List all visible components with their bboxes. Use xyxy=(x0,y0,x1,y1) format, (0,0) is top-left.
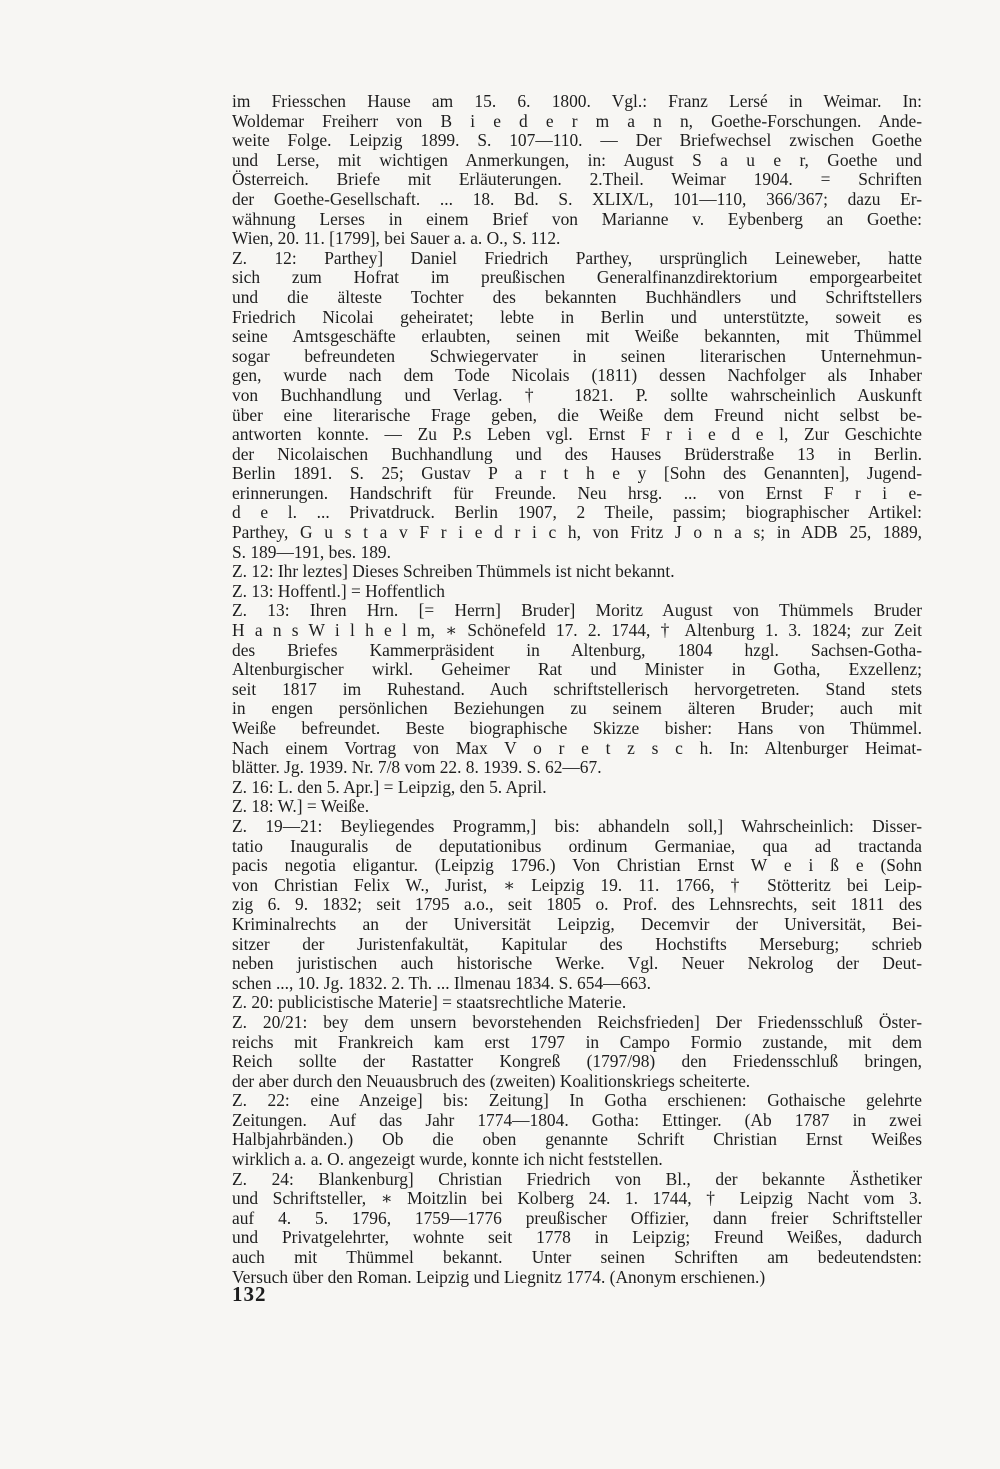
text-line: auch mit Thümmel bekannt. Unter seinen Schriften am bedeutendsten: xyxy=(232,1247,922,1268)
text-line: Zeitungen. Auf das Jahr 1774—1804. Gotha: Ettinger. (Ab 1787 in zwei xyxy=(232,1109,922,1130)
text-line: zig 6. 9. 1832; seit 1795 a.o., seit 1805 o. Prof. des Lehnsrechts, seit 1811 des xyxy=(232,894,922,915)
text-line: Reich sollte der Rastatter Kongreß (1797/98) den Friedensschluß bringen, xyxy=(232,1051,922,1072)
text-line: wirklich a. a. O. angezeigt wurde, konnte ich nicht feststellen. xyxy=(232,1149,663,1170)
text-line: d e l. ... Privatdruck. Berlin 1907, 2 Theile, passim; biographischer Artikel: xyxy=(232,502,922,523)
text-line: Versuch über den Roman. Leipzig und Liegnitz 1774. (Anonym erschienen.) xyxy=(232,1266,766,1287)
text-line: im Friesschen Hause am 15. 6. 1800. Vgl.: Franz Lersé in Weimar. In: xyxy=(232,91,922,111)
text-line: über eine literarische Frage geben, die Weiße dem Freund nicht selbst be- xyxy=(232,404,922,425)
text-line: Z. 13: Hoffentl.] = Hoffentlich xyxy=(232,580,445,601)
text-line: Friedrich Nicolai geheiratet; lebte in Berlin und unterstützte, soweit es xyxy=(232,306,922,327)
text-line: sich zum Hofrat im preußischen Generalfinanzdirektorium emporgearbeitet xyxy=(232,267,922,288)
text-line: Z. 12: Ihr leztes] Dieses Schreiben Thümmels ist nicht bekannt. xyxy=(232,561,675,582)
text-line: seine Amtsgeschäfte erlaubten, seinen mit Weiße bekannten, mit Thümmel xyxy=(232,326,922,347)
text-line: Berlin 1891. S. 25; Gustav P a r t h e y [Sohn des Genannten], Jugend- xyxy=(232,463,922,484)
text-line: der Goethe-Gesellschaft. ... 18. Bd. S. XLIX/L, 101—110, 366/367; dazu Er- xyxy=(232,188,922,209)
text-line: seit 1817 im Ruhestand. Auch schriftstellerisch hervorgetreten. Stand stets xyxy=(232,678,922,699)
text-line: wähnung Lerses in einem Brief von Marianne v. Eybenberg an Goethe: xyxy=(232,208,922,229)
commentary-text xyxy=(232,92,922,1287)
text-line: Weiße befreundet. Beste biographische Skizze bisher: Hans von Thümmel. xyxy=(232,718,922,738)
text-line: Altenburgischer wirkl. Geheimer Rat und Minister in Gotha, Exzellenz; xyxy=(232,659,922,680)
text-line: der Nicolaischen Buchhandlung und des Hauses Brüderstraße 13 in Berlin. xyxy=(232,443,922,464)
text-line: Parthey, G u s t a v F r i e d r i c h, von Fritz J o n a s; in ADB 25, 1889, xyxy=(232,522,922,543)
text-line: reichs mit Frankreich kam erst 1797 in Campo Formio zustande, mit dem xyxy=(232,1031,922,1052)
text-line: tatio Inauguralis de deputationibus ordinum Germaniae, qua ad tractanda xyxy=(232,835,922,856)
text-line: Kriminalrechts an der Universität Leipzig, Decemvir der Universität, Bei- xyxy=(232,913,922,934)
text-line: gen, wurde nach dem Tode Nicolais (1811) dessen Nachfolger als Inhaber xyxy=(232,365,922,386)
text-line: von Christian Felix W., Jurist, ∗ Leipzig 19. 11. 1766, † Stötteritz bei Leip- xyxy=(232,874,922,895)
text-line: H a n s W i l h e l m, ∗ Schönefeld 17. 2. 1744, † Altenburg 1. 3. 1824; zur Zeit xyxy=(232,620,922,641)
text-line: pacis negotia eligantur. (Leipzig 1796.) Von Christian Ernst W e i ß e (Sohn xyxy=(232,855,922,876)
text-line: Z. 13: Ihren Hrn. [= Herrn] Bruder] Moritz August von Thümmels Bruder xyxy=(232,600,922,621)
text-line: neben juristischen auch historische Werke. Vgl. Neuer Nekrolog der Deut- xyxy=(232,953,922,974)
text-line: antworten konnte. — Zu P.s Leben vgl. Ernst F r i e d e l, Zur Geschichte xyxy=(232,424,922,445)
text-line: Z. 22: eine Anzeige] bis: Zeitung] In Gotha erschienen: Gothaische gelehrte xyxy=(232,1090,922,1111)
text-line: sitzer der Juristenfakultät, Kapitular des Hochstifts Merseburg; schrieb xyxy=(232,933,922,954)
text-line: sogar befreundeten Schwiegervater in seinen literarischen Unternehmun- xyxy=(232,345,922,366)
text-line: Österreich. Briefe mit Erläuterungen. 2.Theil. Weimar 1904. = Schriften xyxy=(232,169,922,190)
text-line: Z. 20/21: bey dem unsern bevorstehenden Reichsfrieden] Der Friedensschluß Öster- xyxy=(232,1011,922,1032)
text-line: Z. 24: Blankenburg] Christian Friedrich von Bl., der bekannte Ästhetiker xyxy=(232,1168,922,1189)
text-line: von Buchhandlung und Verlag. † 1821. P. sollte wahrscheinlich Auskunft xyxy=(232,384,922,405)
text-line: und Privatgelehrter, wohnte seit 1778 in Leipzig; Freund Weißes, dadurch xyxy=(232,1227,922,1248)
text-line: erinnerungen. Handschrift für Freunde. Neu hrsg. ... von Ernst F r i e- xyxy=(232,482,922,503)
text-line: in engen persönlichen Beziehungen zu seinem älteren Bruder; auch mit xyxy=(232,698,922,719)
text-line: schen ..., 10. Jg. 1832. 2. Th. ... Ilmenau 1834. S. 654—663. xyxy=(232,972,651,993)
text-line: S. 189—191, bes. 189. xyxy=(232,541,391,562)
text-line: der aber durch den Neuausbruch des (zweiten) Koalitionskriegs scheiterte. xyxy=(232,1070,751,1091)
text-line: des Briefes Kammerpräsident in Altenburg, 1804 hzgl. Sachsen-Gotha- xyxy=(232,639,922,660)
text-line: Z. 19—21: Beyliegendes Programm,] bis: abhandeln soll,] Wahrscheinlich: Disser- xyxy=(232,815,922,836)
text-line: und Schriftsteller, ∗ Moitzlin bei Kolberg 24. 1. 1744, † Leipzig Nacht vom 3. xyxy=(232,1188,922,1209)
text-line: Nach einem Vortrag von Max V o r e t z s c h. In: Altenburger Heimat- xyxy=(232,737,922,758)
text-line: Halbjahrbänden.) Ob die oben genannte Schrift Christian Ernst Weißes xyxy=(232,1129,922,1150)
text-line: und die älteste Tochter des bekannten Buchhändlers und Schriftstellers xyxy=(232,286,922,307)
text-line: Woldemar Freiherr von B i e d e r m a n n, Goethe-Forschungen. Ande- xyxy=(232,110,922,131)
text-line: blätter. Jg. 1939. Nr. 7/8 vom 22. 8. 1939. S. 62—67. xyxy=(232,757,602,778)
text-line: auf 4. 5. 1796, 1759—1776 preußischer Offizier, dann freier Schriftsteller xyxy=(232,1207,922,1228)
text-line: weite Folge. Leipzig 1899. S. 107—110. — Der Briefwechsel zwischen Goethe xyxy=(232,130,922,151)
page-number: 132 xyxy=(232,1282,267,1306)
text-line: und Lerse, mit wichtigen Anmerkungen, in: August S a u e r, Goethe und xyxy=(232,149,922,170)
text-line: Z. 18: W.] = Weiße. xyxy=(232,796,370,817)
text-line: Z. 16: L. den 5. Apr.] = Leipzig, den 5. April. xyxy=(232,776,547,797)
text-line: Z. 20: publicistische Materie] = staatsrechtliche Materie. xyxy=(232,992,627,1013)
text-line: Wien, 20. 11. [1799], bei Sauer a. a. O., S. 112. xyxy=(232,228,561,249)
text-line: Z. 12: Parthey] Daniel Friedrich Parthey, ursprünglich Leineweber, hatte xyxy=(232,247,922,268)
